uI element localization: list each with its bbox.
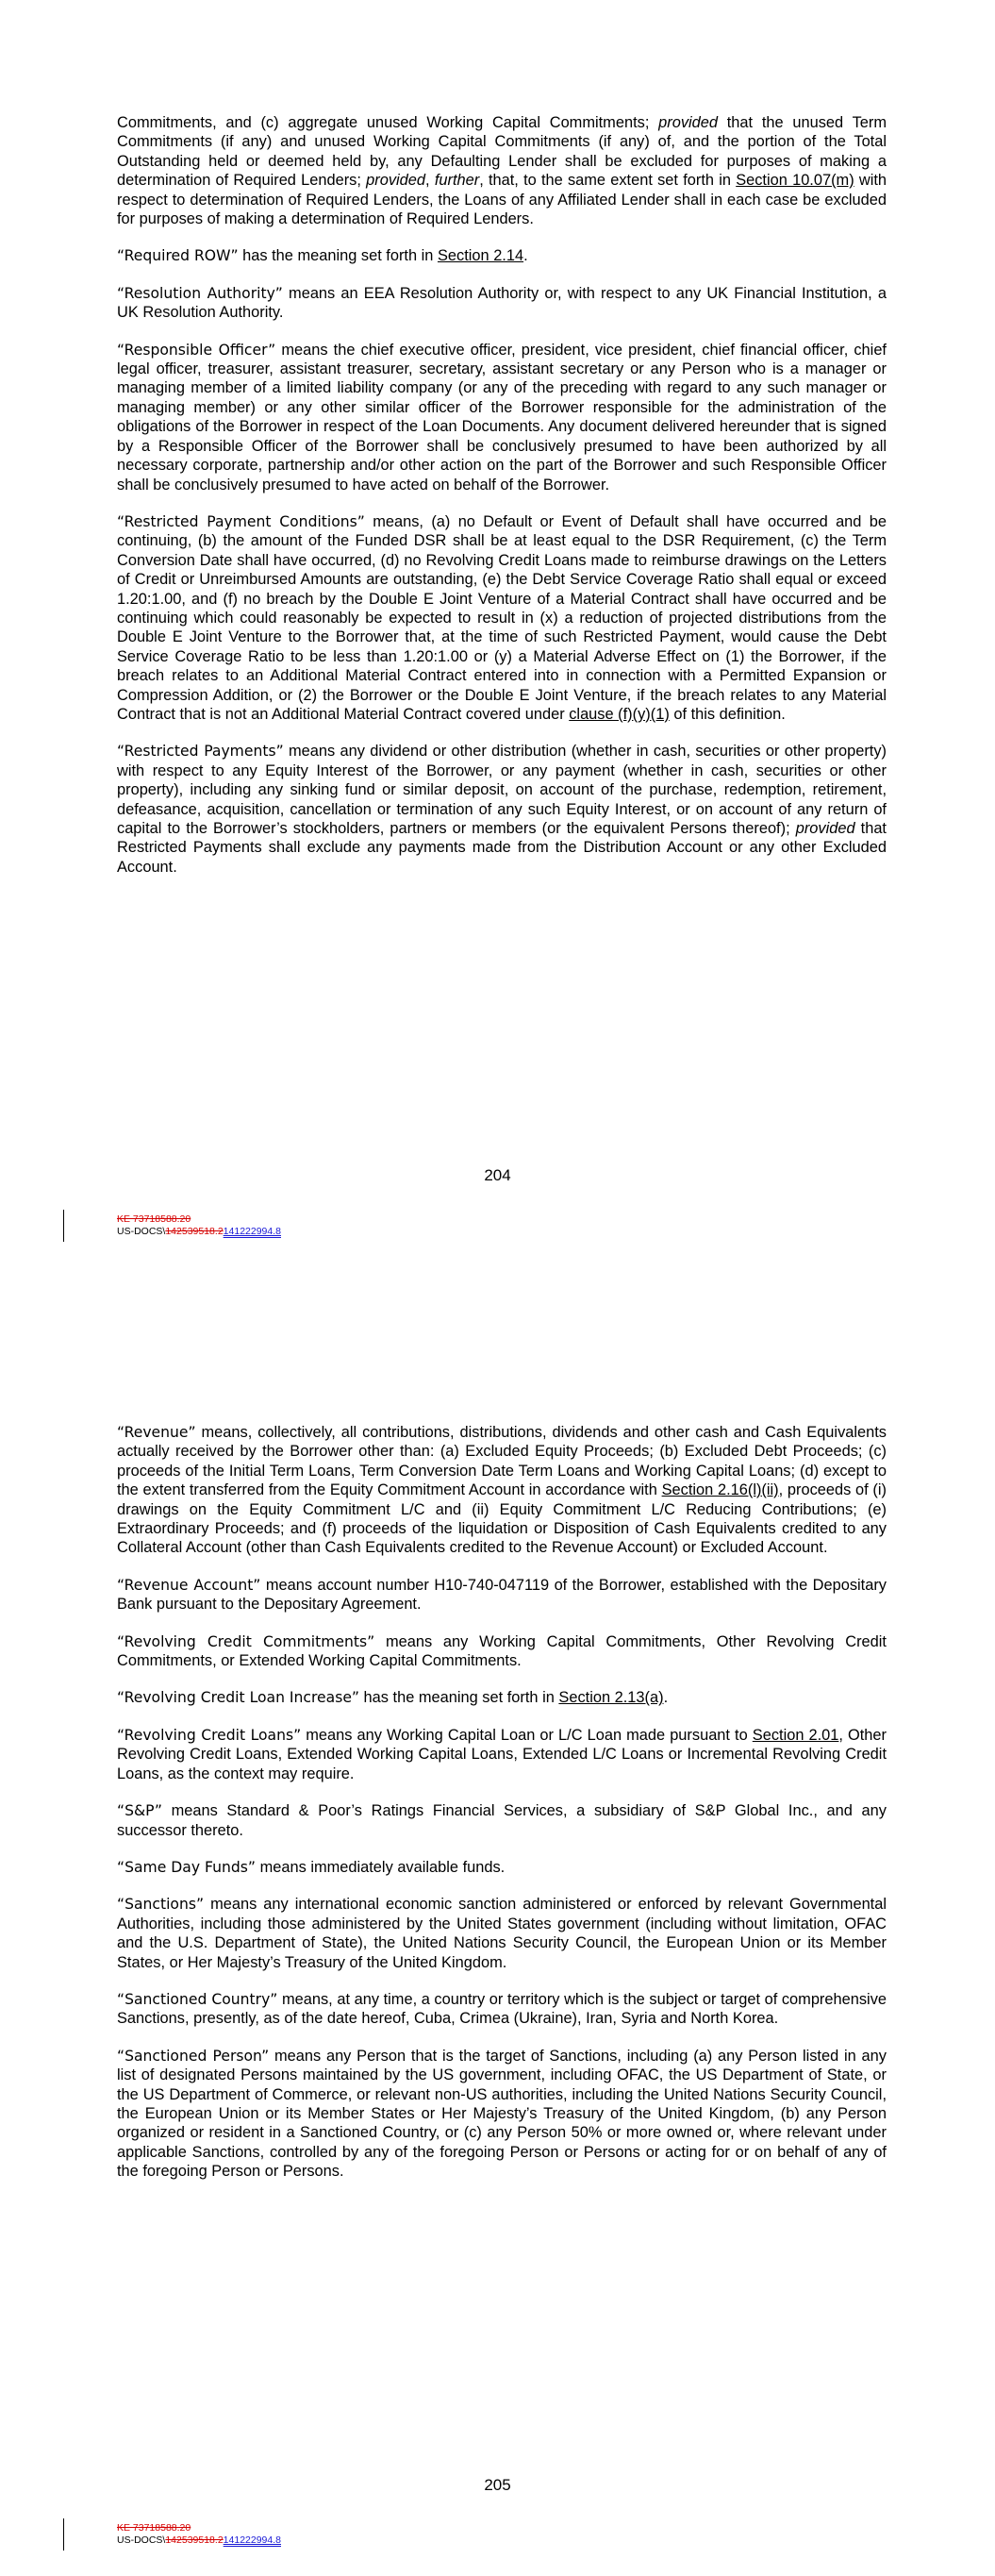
page-body [117,113,887,895]
section-reference: Section 2.16(l)(ii) [661,1481,779,1499]
document-footer [117,2522,281,2547]
definition-required-row: “Required ROW” has the meaning set forth in Section 2.14. [117,247,528,265]
page-number: 204 [484,1166,511,1184]
defined-term: “Required ROW” [117,247,239,265]
definition-restricted-payment-conditions: “Restricted Payment Conditions” means, (a) no Default or Event of Default shall have occurred and be continuing, (b) the amount of the Funded DSR shall be at least equal to the DSR Requirement, (c) the Term Conversion Date shall have occurred, (d) no Revolving Credit Loans made to reimburse drawings on the Letters of Credit or Unreimbursed Amounts are outstanding, (e) the Debt Service Coverage Ratio shall equal or exceed 1.20:1.00, and (f) no breach by the Double E Joint Venture of a Material Contract shall have occurred and be continuing which could reasonably be expected to result in (x) a reduction of projected distributions from the Double E Joint Venture to the Borrower that, at the time of such Restricted Payment, would cause the Debt Service Coverage Ratio to be less than 1.20:1.00 or (y) a Material Adverse Effect on (1) the Borrower, if the breach relates to an Additional Material Contract entered into in connection with a Permitted Expansion or Compression Addition, or (2) the Borrower or the Double E Joint Venture, if the breach relates to any Material Contract that is not an Additional Material Contract covered under clause (f)(y)(1) of this definition. [117,512,887,723]
defined-term: “Sanctions” [117,1896,205,1914]
defined-term: “Resolution Authority” [117,284,283,302]
clause-reference: clause (f)(y)(1) [569,705,670,723]
definition-sanctioned-person: “Sanctioned Person” means any Person that is the target of Sanctions, including (a) any Person listed in any list of designated Persons maintained by the US government, including OFAC, the US Department of State, or the US Department of Commerce, or relevant non-US authorities, including the United Nations Security Council, the European Union or its Member States or Her Majesty’s Treasury of the United Kingdom, (b) any Person organized or resident in a Sanctioned Country, or (c) any Person 50% or more owned or, where relevant under applicable Sanctions, controlled by any of the foregoing Person or Persons or acting for or on behalf of any of the foregoing Person or Persons. [117,2047,887,2181]
defined-term: “Revenue” [117,1424,196,1441]
definition-responsible-officer: “Responsible Officer” means the chief executive officer, president, vice president, chief financial officer, chief legal officer, treasurer, assistant treasurer, secretary, assistant secretary or any Person who is a manager or managing member of a limited liability company (or any of the preceding with regard to any such manager or managing member) or any other similar officer of the Borrower responsible for the administration of the obligations of the Borrower in respect of the Loan Documents. Any document delivered hereunder that is signed by a Responsible Officer of the Borrower shall be conclusively presumed to have been authorized by all necessary corporate, partnership and/or other action on the part of the Borrower and such Responsible Officer shall be conclusively presumed to have acted on behalf of the Borrower. [117,341,887,493]
definition-resolution-authority: “Resolution Authority” means an EEA Resolution Authority or, with respect to any UK Financial Institution, a UK Resolution Authority. [117,284,887,322]
page-number: 205 [484,2476,511,2494]
defined-term: “Sanctioned Person” [117,2047,270,2065]
definition-revolving-credit-loan-increase: “Revolving Credit Loan Increase” has the meaning set forth in Section 2.13(a). [117,1689,669,1707]
defined-term: “Sanctioned Country” [117,1990,278,2008]
page-205 [0,1283,995,2576]
section-reference: Section 10.07(m) [736,172,854,190]
definition-restricted-payments: “Restricted Payments” means any dividend or other distribution (whether in cash, securities or other property) with respect to any Equity Interest of the Borrower, or any payment (whether in cash, securities or other property), including any sinking fund or similar deposit, on account of the purchase, redemption, retirement, defeasance, acquisition, cancellation or termination of any such Equity Interest, or on account of any return of capital to the Borrower’s stockholders, partners or members (or the equivalent Persons thereof); provided that Restricted Payments shall exclude any payments made from the Distribution Account or any other Excluded Account. [117,743,887,876]
defined-term: “Restricted Payments” [117,743,284,761]
defined-term: “Restricted Payment Conditions” [117,512,365,530]
section-reference: Section 2.13(a) [558,1689,664,1707]
change-bar [63,2518,64,2551]
change-bar [63,1210,64,1242]
definition-revenue: “Revenue” means, collectively, all contributions, distributions, dividends and other cash and Cash Equivalents actually received by the Borrower other than: (a) Excluded Equity Proceeds; (b) Excluded Debt Proceeds; (c) proceeds of the Initial Term Loans, Term Conversion Date Term Loans and Working Capital Loans; (d) except to the extent transferred from the Equity Commitment Account in accordance with Section 2.16(l)(ii), proceeds of (i) drawings on the Equity Commitment L/C and (ii) Equity Commitment L/C Reducing Contributions; (e) Extraordinary Proceeds; and (f) proceeds of the liquidation or Disposition of Cash Equivalents credited to any Collateral Account (other than Cash Equivalents credited to the Revenue Account) or Excluded Account. [117,1424,887,1557]
defined-term: “Revolving Credit Commitments” [117,1632,375,1650]
footer-docid: US-DOCS\142539518.2141222994.8 [117,1226,281,1237]
defined-term: “S&P” [117,1802,162,1820]
footer-deleted-docid: KE 73718588.20 [117,2522,191,2534]
definition-sanctions: “Sanctions” means any international economic sanction administered or enforced by relevant Governmental Authorities, including those administered by the United States government (including without limitation, OFAC and the U.S. Department of State), the United Nations Security Council, the European Union or its Member States, or Her Majesty’s Treasury of the United Kingdom. [117,1896,887,1971]
section-reference: Section 2.01 [752,1726,839,1744]
defined-term: “Revenue Account” [117,1576,261,1594]
definition-required-lenders-continued: Commitments, and (c) aggregate unused Working Capital Commitments; provided that the unused Term Commitments (if any) and unused Working Capital Commitments (if any) of, and the portion of the Total Outstanding held or deemed held by, any Defaulting Lender shall be excluded for purposes of making a determination of Required Lenders; provided, further, that, to the same extent set forth in Section 10.07(m) with respect to determination of Required Lenders, the Loans of any Affiliated Lender shall in each case be excluded for purposes of making a determination of Required Lenders. [117,114,887,228]
definition-revenue-account: “Revenue Account” means account number H10-740-047119 of the Borrower, established with the Depositary Bank pursuant to the Depositary Agreement. [117,1576,887,1614]
definition-sp: “S&P” means Standard & Poor’s Ratings Financial Services, a subsidiary of S&P Global Inc., and any successor thereto. [117,1802,887,1839]
footer-deleted-docid: KE 73718588.20 [117,1213,191,1225]
definition-revolving-credit-commitments: “Revolving Credit Commitments” means any Working Capital Commitments, Other Revolving Credit Commitments, or Extended Working Capital Commitments. [117,1632,887,1670]
definition-sanctioned-country: “Sanctioned Country” means, at any time, a country or territory which is the subject or target of comprehensive Sanctions, presently, as of the date hereof, Cuba, Crimea (Ukraine), Iran, Syria and North Korea. [117,1990,887,2028]
definition-same-day-funds: “Same Day Funds” means immediately available funds. [117,1858,506,1876]
section-reference: Section 2.14 [437,247,524,265]
footer-docid: US-DOCS\142539518.2141222994.8 [117,2534,281,2546]
page-204 [0,0,995,1283]
document-footer [117,1213,281,1238]
defined-term: “Responsible Officer” [117,341,276,359]
defined-term: “Revolving Credit Loans” [117,1726,302,1744]
page-body [117,1423,887,2200]
defined-term: “Same Day Funds” [117,1858,257,1876]
defined-term: “Revolving Credit Loan Increase” [117,1689,359,1707]
definition-revolving-credit-loans: “Revolving Credit Loans” means any Working Capital Loan or L/C Loan made pursuant to Section 2.01, Other Revolving Credit Loans, Extended Working Capital Loans, Extended L/C Loans or Incremental Revolving Credit Loans, as the context may require. [117,1726,887,1782]
